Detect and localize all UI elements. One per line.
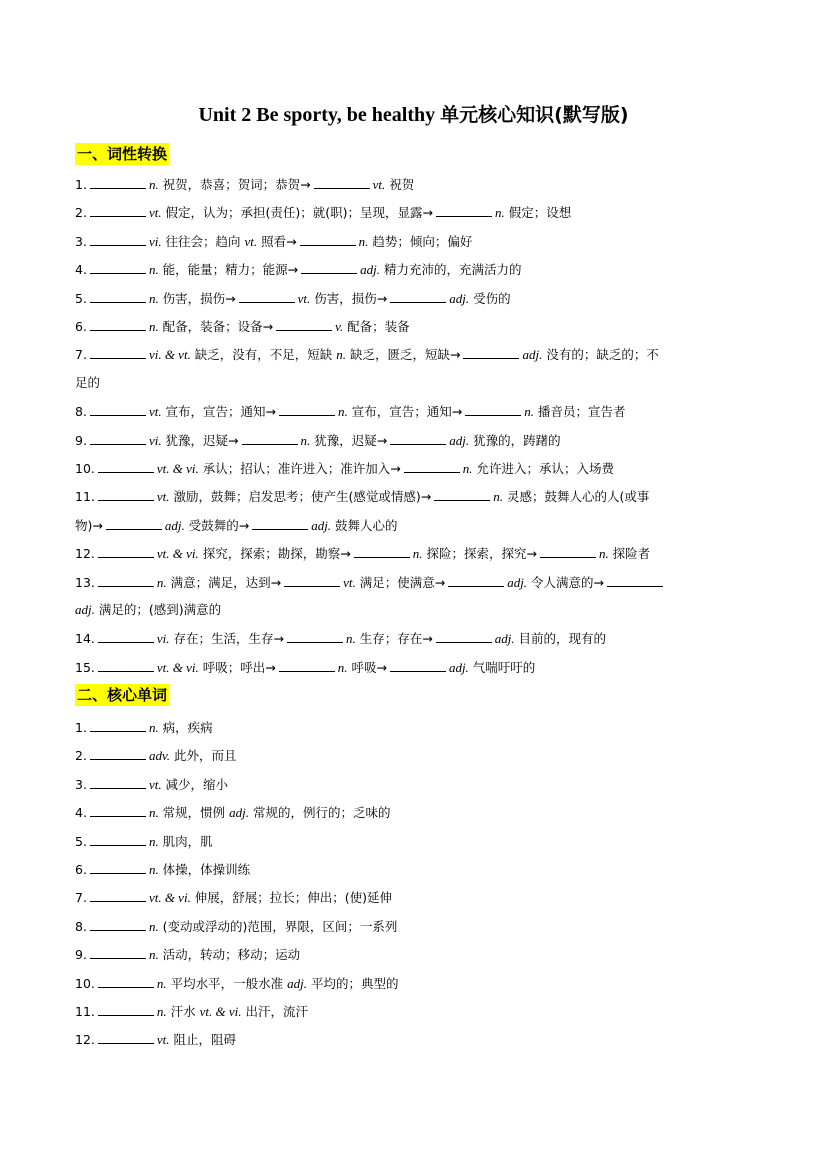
answer-blank[interactable] [98, 488, 154, 501]
definition-text: 受鼓舞的→ [184, 517, 250, 533]
answer-blank[interactable] [279, 403, 335, 416]
part-of-speech: n. [148, 918, 159, 934]
answer-blank[interactable] [448, 574, 504, 587]
list-item [75, 574, 760, 591]
definition-text: 探究，探索；勘探，勘察→ [198, 546, 351, 562]
item-number: 1. [75, 720, 87, 735]
item-number: 3. [75, 776, 87, 792]
definition-text: 鼓舞人心的 [331, 517, 398, 533]
part-of-speech: n. [148, 177, 159, 192]
answer-blank[interactable] [90, 861, 146, 874]
part-of-speech: n. [345, 631, 356, 647]
list-item [75, 545, 760, 562]
answer-blank[interactable] [436, 630, 492, 643]
list-item [75, 659, 760, 676]
part-of-speech: vt. [372, 177, 386, 192]
answer-blank[interactable] [90, 918, 146, 931]
definition-text: 目前的，现有的 [514, 631, 607, 647]
part-of-speech: vt. [297, 290, 311, 306]
answer-blank[interactable] [90, 776, 146, 789]
definition-text: 活动，转动；移动；运动 [158, 947, 301, 963]
answer-blank[interactable] [279, 659, 335, 672]
definition-text: 激励，鼓舞；启发思考；使产生(感觉或情感)→ [169, 489, 432, 505]
page-title [0, 100, 827, 127]
item-number: 2. [75, 205, 87, 221]
answer-blank[interactable] [98, 1003, 154, 1016]
definition-text: 精力充沛的，充满活力的 [380, 262, 522, 278]
answer-blank[interactable] [98, 1031, 154, 1044]
list-item [75, 946, 760, 963]
definition-text: 假定，认为；承担(责任)；就(职)；呈现，显露→ [161, 205, 434, 221]
answer-blank[interactable] [90, 176, 146, 189]
definition-text: 能，能量；精力；能源→ [158, 262, 299, 278]
answer-blank[interactable] [301, 261, 357, 274]
part-of-speech: n. [156, 574, 167, 590]
part-of-speech: vt. [148, 776, 162, 792]
part-of-speech: v. [335, 319, 344, 334]
definition-text: 满足的；(感到)满意的 [94, 602, 222, 617]
part-of-speech: vt. [244, 233, 258, 249]
title-english: Unit 2 Be sporty, be healthy [198, 104, 436, 126]
item-number: 7. [75, 890, 87, 906]
part-of-speech: vt. & vi. [148, 890, 191, 906]
definition-text: 常规，惯例 [158, 805, 230, 821]
list-item [75, 488, 760, 505]
section2-heading: 二、核心单词 [77, 686, 168, 704]
item-number: 12. [75, 1032, 95, 1048]
item-number: 1. [75, 177, 87, 192]
item-number: 7. [75, 347, 87, 363]
definition-text: 趋势；倾向；偏好 [368, 233, 473, 249]
answer-blank[interactable] [287, 630, 343, 643]
item-number: 14. [75, 631, 95, 647]
item-number: 10. [75, 461, 95, 476]
definition-text: 物)→ [75, 517, 103, 533]
part-of-speech: n. [148, 262, 159, 278]
definition-text: 伸展，舒展；拉长；伸出；(使)延伸 [190, 890, 393, 906]
list-item [75, 290, 760, 307]
definition-text: 平均的；典型的 [306, 975, 399, 991]
definition-text: 伤害，损伤→ [310, 290, 388, 306]
item-number: 2. [75, 748, 87, 764]
definition-text: 承认；招认；准许进入；准许加入→ [198, 461, 401, 476]
list-item [75, 1003, 760, 1020]
definition-text: 允许进入；承认；入场费 [472, 461, 614, 476]
definition-text: 常规的，例行的；乏味的 [249, 805, 391, 821]
part-of-speech: n. [358, 233, 369, 249]
answer-blank[interactable] [252, 517, 308, 530]
definition-text: 探险者 [608, 546, 651, 562]
answer-blank[interactable] [90, 204, 146, 217]
part-of-speech: adj. [448, 659, 469, 675]
answer-blank[interactable] [463, 346, 519, 359]
answer-blank[interactable] [90, 946, 146, 959]
part-of-speech: n. [156, 975, 167, 991]
answer-blank[interactable] [98, 630, 154, 643]
part-of-speech: n. [148, 862, 159, 877]
list-item [75, 204, 760, 221]
definition-text: 照看→ [257, 233, 297, 249]
definition-text: 平均水平，一般水准 [166, 975, 288, 991]
definition-text: 呼吸；呼出→ [198, 659, 276, 675]
answer-blank[interactable] [90, 261, 146, 274]
definition-text: 出汗，流汗 [241, 1004, 308, 1019]
answer-blank[interactable] [390, 432, 446, 445]
part-of-speech: n. [148, 720, 159, 735]
definition-text: 气喘吁吁的 [468, 659, 536, 675]
item-number: 9. [75, 432, 87, 448]
definition-text: 伤害，损伤→ [158, 290, 236, 306]
answer-blank[interactable] [276, 318, 332, 331]
definition-text: (变动或浮动的)范围，界限，区间；一系列 [158, 918, 398, 934]
definition-text: 配备，装备；设备→ [158, 319, 274, 334]
definition-text: 祝贺，恭喜；贺词；恭贺→ [158, 177, 311, 192]
part-of-speech: vi. [148, 432, 162, 448]
answer-blank[interactable] [90, 747, 146, 760]
part-of-speech: vi. [148, 233, 162, 249]
list-item [75, 1031, 760, 1048]
list-item [75, 833, 760, 850]
list-item [75, 460, 760, 477]
answer-blank[interactable] [98, 659, 154, 672]
list-item [75, 318, 760, 335]
list-item [75, 889, 760, 906]
part-of-speech: n. [462, 461, 473, 476]
part-of-speech: vt. & vi. [156, 461, 199, 476]
part-of-speech: n. [300, 432, 311, 448]
answer-blank[interactable] [90, 804, 146, 817]
list-item [75, 630, 760, 647]
part-of-speech: n. [524, 404, 534, 420]
part-of-speech: adj. [522, 347, 543, 363]
definition-text: 生存；存在→ [355, 631, 433, 647]
item-number: 3. [75, 233, 87, 249]
answer-blank[interactable] [98, 460, 154, 473]
section1-heading: 一、词性转换 [77, 145, 168, 163]
definition-text: 犹豫的，踌躇的 [469, 432, 561, 448]
part-of-speech: n. [336, 347, 347, 363]
list-item [75, 432, 760, 449]
definition-text: 令人满意的→ [527, 574, 605, 590]
list-item [75, 233, 760, 250]
part-of-speech: vt. [148, 205, 162, 221]
part-of-speech: n. [337, 659, 348, 675]
definition-text: 受伤的 [469, 290, 511, 306]
part-of-speech: adj. [287, 975, 307, 991]
part-of-speech: adj. [507, 574, 528, 590]
item-number: 4. [75, 262, 87, 278]
part-of-speech: n. [412, 546, 423, 562]
answer-blank[interactable] [90, 233, 146, 246]
item-number: 5. [75, 833, 87, 849]
answer-blank[interactable] [300, 233, 356, 246]
list-item [75, 375, 760, 391]
item-number: 10. [75, 975, 95, 991]
part-of-speech: n. [598, 546, 609, 562]
answer-blank[interactable] [540, 545, 596, 558]
list-item [75, 403, 760, 420]
part-of-speech: vt. [156, 489, 170, 505]
answer-blank[interactable] [90, 833, 146, 846]
definition-text: 此外，而且 [170, 748, 237, 764]
list-item [75, 975, 760, 992]
answer-blank[interactable] [314, 176, 370, 189]
item-number: 12. [75, 546, 95, 562]
answer-blank[interactable] [90, 318, 146, 331]
answer-blank[interactable] [90, 432, 146, 445]
part-of-speech: vt. & vi. [156, 659, 199, 675]
definition-text: 存在；生活，生存→ [169, 631, 284, 647]
part-of-speech: adj. [494, 631, 515, 647]
part-of-speech: vt. [156, 1032, 170, 1048]
item-number: 8. [75, 918, 87, 934]
answer-blank[interactable] [90, 403, 146, 416]
definition-text: 满意；满足，达到→ [166, 574, 282, 590]
answer-blank[interactable] [98, 545, 154, 558]
answer-blank[interactable] [98, 975, 154, 988]
definition-text: 往往会；趋向 [161, 233, 245, 249]
item-number: 11. [75, 489, 95, 505]
answer-blank[interactable] [90, 346, 146, 359]
list-item [75, 861, 760, 878]
part-of-speech: n. [156, 1004, 167, 1019]
answer-blank[interactable] [98, 574, 154, 587]
part-of-speech: vt. [148, 404, 162, 420]
part-of-speech: vt. & vi. [199, 1004, 242, 1019]
answer-blank[interactable] [390, 290, 446, 303]
part-of-speech: n. [148, 947, 159, 963]
item-number: 11. [75, 1004, 95, 1019]
item-number: 8. [75, 404, 87, 420]
part-of-speech: adj. [449, 432, 470, 448]
item-number: 15. [75, 659, 95, 675]
answer-blank[interactable] [390, 659, 446, 672]
item-number: 13. [75, 574, 95, 590]
item-number: 9. [75, 947, 87, 963]
list-item [75, 517, 760, 534]
answer-blank[interactable] [284, 574, 340, 587]
part-of-speech: n. [338, 404, 348, 420]
answer-blank[interactable] [90, 889, 146, 902]
answer-blank[interactable] [354, 545, 410, 558]
definition-text: 满足；使满意→ [355, 574, 446, 590]
part-of-speech: adj. [164, 517, 185, 533]
definition-text: 宣布，宣告；通知→ [347, 404, 463, 420]
part-of-speech: n. [148, 319, 159, 334]
definition-text: 汗水 [166, 1004, 200, 1019]
definition-text: 没有的；缺乏的；不 [542, 347, 659, 363]
answer-blank[interactable] [465, 403, 521, 416]
list-item [75, 804, 760, 821]
answer-blank[interactable] [436, 204, 492, 217]
title-chinese: 单元核心知识(默写版) [440, 104, 629, 126]
item-number: 5. [75, 290, 87, 306]
definition-text: 呼吸→ [347, 659, 387, 675]
answer-blank[interactable] [90, 290, 146, 303]
list-item [75, 918, 760, 935]
definition-text: 犹豫，迟疑→ [310, 432, 388, 448]
definition-text: 缺乏，没有，不足，短缺 [190, 347, 337, 363]
list-item [75, 346, 760, 363]
answer-blank[interactable] [106, 517, 162, 530]
item-number: 4. [75, 805, 87, 821]
definition-text: 减少，缩小 [161, 776, 229, 792]
part-of-speech: n. [148, 805, 159, 821]
list-item [75, 747, 760, 764]
list-item [75, 261, 760, 278]
definition-text: 灵感；鼓舞人心的人(或事 [502, 489, 650, 505]
part-of-speech: adj. [449, 290, 470, 306]
part-of-speech: n. [493, 489, 503, 505]
answer-blank[interactable] [434, 488, 490, 501]
answer-blank[interactable] [607, 574, 663, 587]
part-of-speech: n. [495, 205, 505, 221]
part-of-speech: vi. [156, 631, 170, 647]
part-of-speech: vi. & vt. [148, 347, 191, 363]
definition-text: 宣布，宣告；通知→ [161, 404, 277, 420]
definition-text: 足的 [75, 374, 101, 390]
definition-text: 配备；装备 [343, 319, 410, 334]
definition-text: 肌肉，肌 [158, 833, 213, 849]
list-item [75, 776, 760, 793]
part-of-speech: adj. [75, 602, 95, 617]
answer-blank[interactable] [242, 432, 298, 445]
part-of-speech: adj. [311, 517, 332, 533]
definition-text: 病，疾病 [158, 720, 213, 735]
part-of-speech: n. [148, 833, 159, 849]
definition-text: 假定；设想 [504, 205, 572, 221]
definition-text: 祝贺 [385, 177, 415, 192]
answer-blank[interactable] [239, 290, 295, 303]
answer-blank[interactable] [404, 460, 460, 473]
definition-text: 犹豫，迟疑→ [161, 432, 239, 448]
definition-text: 播音员；宣告者 [533, 404, 626, 420]
item-number: 6. [75, 319, 87, 334]
definition-text: 阻止，阻碍 [169, 1032, 237, 1048]
definition-text: 缺乏，匮乏，短缺→ [346, 347, 461, 363]
definition-text: 探险；探索，探究→ [422, 546, 537, 562]
part-of-speech: n. [148, 290, 159, 306]
part-of-speech: adj. [360, 262, 381, 278]
item-number: 6. [75, 862, 87, 877]
list-item [75, 176, 760, 193]
part-of-speech: vt. & vi. [156, 546, 199, 562]
list-item [75, 719, 760, 736]
answer-blank[interactable] [90, 719, 146, 732]
part-of-speech: vt. [343, 574, 356, 590]
part-of-speech: adj. [229, 805, 250, 821]
list-item [75, 602, 760, 618]
definition-text: 体操，体操训练 [158, 862, 251, 877]
part-of-speech: adv. [148, 748, 170, 764]
